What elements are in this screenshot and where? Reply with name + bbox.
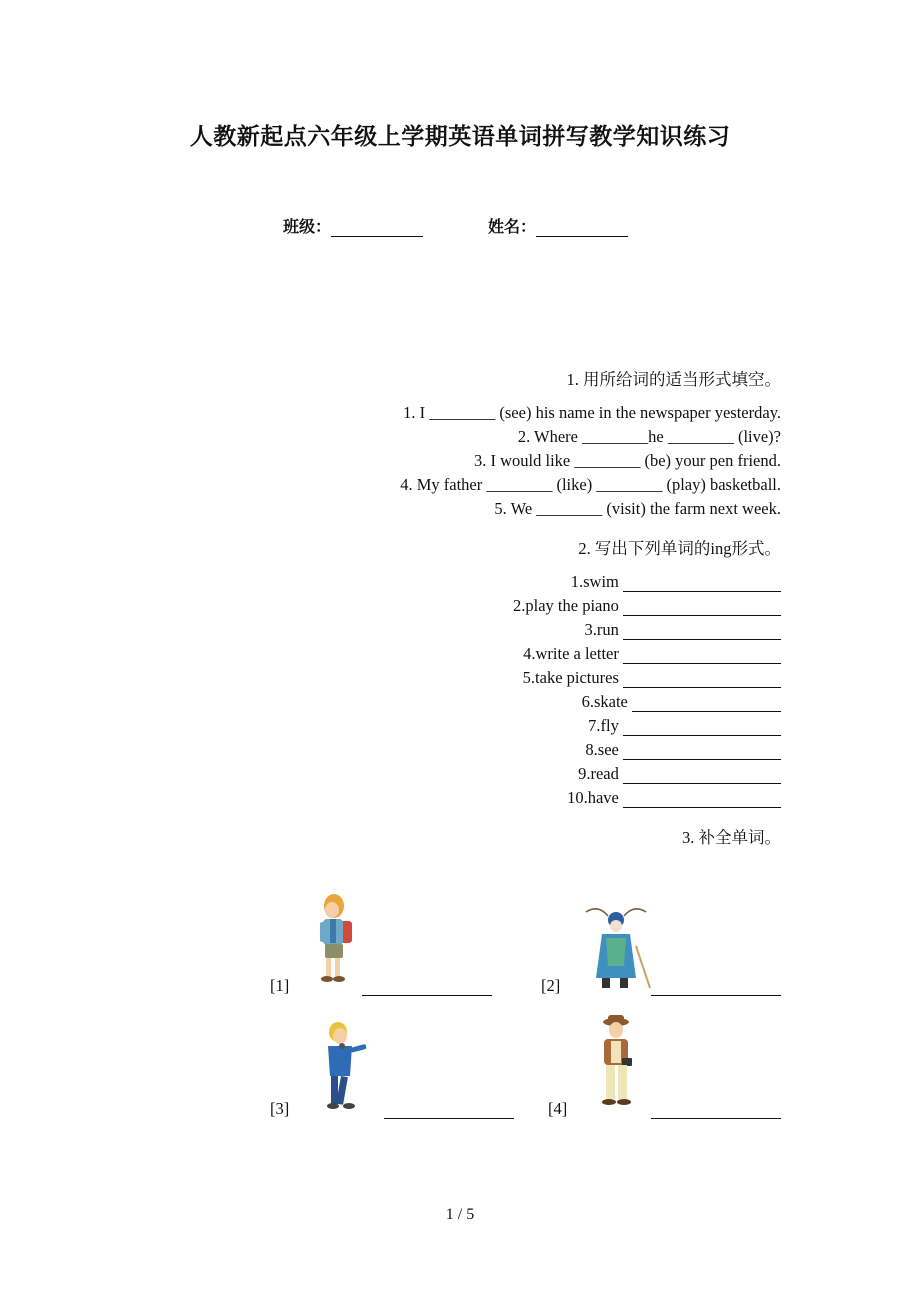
answer-line[interactable] — [623, 599, 781, 616]
ing-word: 4.write a letter — [523, 644, 619, 663]
answer-line[interactable] — [651, 1102, 781, 1119]
picture-label-2: [2] — [541, 976, 561, 995]
photographer-illustration — [594, 1014, 640, 1110]
section2-heading: 2. 写出下列单词的ing形式。 — [578, 539, 781, 558]
ing-item — [588, 716, 781, 736]
ing-word: 2.play the piano — [513, 596, 619, 615]
answer-line[interactable] — [651, 979, 781, 996]
answer-line[interactable] — [632, 695, 781, 712]
ing-item — [585, 740, 781, 760]
answer-line[interactable] — [623, 767, 781, 784]
answer-line[interactable] — [623, 743, 781, 760]
fill-sentence-5: 5. We ________ (visit) the farm next week. — [494, 499, 781, 518]
answer-line[interactable] — [623, 623, 781, 640]
ing-word: 5.take pictures — [522, 668, 619, 687]
picture-label-3: [3] — [270, 1099, 290, 1118]
fill-sentence-4: 4. My father ________ (like) ________ (play) basketball. — [400, 475, 781, 494]
answer-line[interactable] — [623, 719, 781, 736]
ing-word: 7.fly — [588, 716, 619, 735]
answer-line[interactable] — [623, 791, 781, 808]
opera-performer-illustration — [580, 906, 652, 994]
ing-item — [585, 620, 782, 640]
class-field — [283, 214, 423, 237]
ing-word: 8.see — [585, 740, 619, 759]
section1-heading: 1. 用所给词的适当形式填空。 — [566, 370, 781, 389]
ing-word: 6.skate — [581, 692, 628, 711]
fill-sentence-3: 3. I would like ________ (be) your pen friend. — [473, 451, 781, 470]
name-field — [488, 214, 628, 237]
ing-word: 1.swim — [570, 572, 619, 591]
page-number: 1 / 5 — [445, 1206, 475, 1223]
picture-label-1: [1] — [270, 976, 290, 995]
singer-illustration — [320, 1020, 372, 1110]
boy-with-backpack-illustration — [312, 893, 362, 988]
ing-item — [523, 644, 781, 664]
name-blank[interactable] — [536, 218, 628, 237]
answer-line[interactable] — [623, 671, 781, 688]
class-blank[interactable] — [331, 218, 423, 237]
ing-item — [513, 596, 781, 616]
ing-item — [567, 788, 781, 808]
page-title: 人教新起点六年级上学期英语单词拼写教学知识练习 — [189, 124, 731, 150]
ing-word: 3.run — [584, 620, 619, 639]
class-label: 班级： — [283, 217, 332, 236]
name-label: 姓名： — [488, 217, 537, 236]
ing-word: 10.have — [567, 788, 619, 807]
ing-item — [523, 668, 781, 688]
section3-heading: 3. 补全单词。 — [682, 828, 781, 847]
fill-sentence-1: 1. I ________ (see) his name in the newspaper yesterday. — [403, 403, 781, 422]
answer-line[interactable] — [362, 979, 492, 996]
picture-label-4: [4] — [548, 1099, 568, 1118]
answer-line[interactable] — [623, 647, 781, 664]
ing-item — [582, 692, 781, 712]
ing-word: 9.read — [578, 764, 619, 783]
answer-line[interactable] — [623, 575, 781, 592]
ing-item — [571, 572, 781, 592]
answer-line[interactable] — [384, 1102, 514, 1119]
ing-item — [578, 764, 781, 784]
fill-sentence-2: 2. Where ________he ________ (live)? — [517, 427, 781, 446]
